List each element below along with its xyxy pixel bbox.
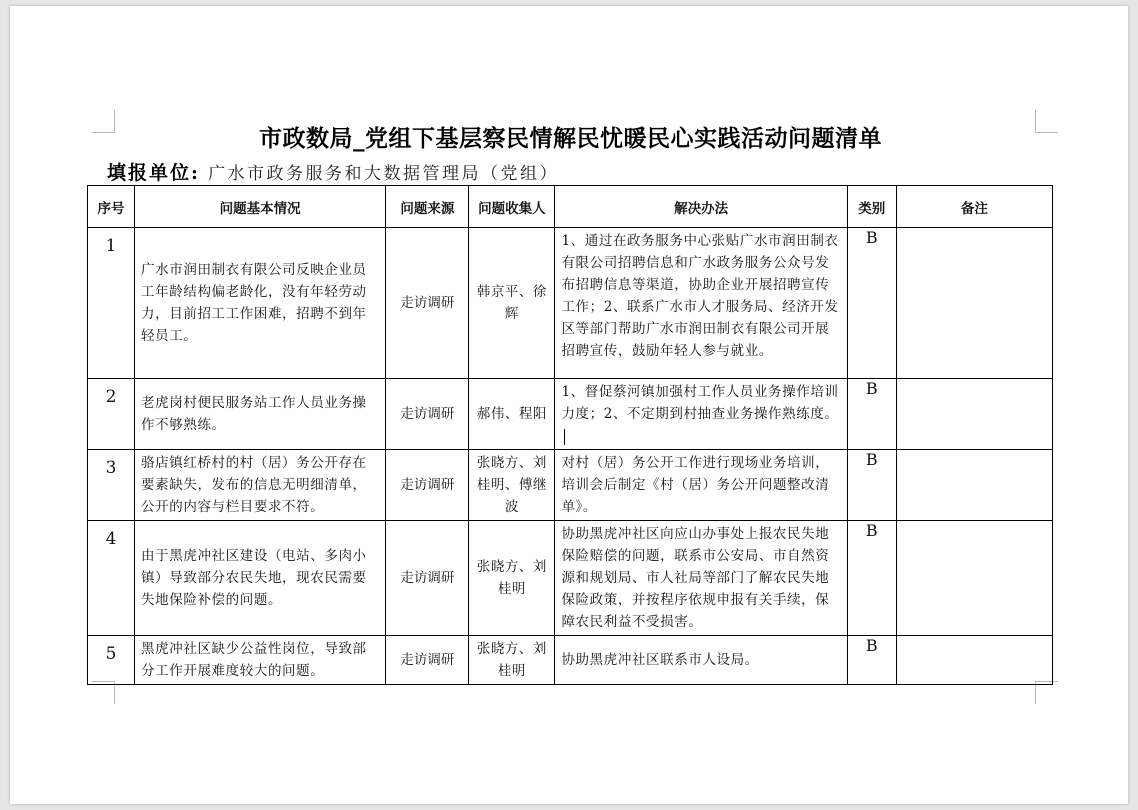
cell-info[interactable]: 广水市润田制衣有限公司反映企业员工年龄结构偏老龄化，没有年轻劳动力，目前招工工作困难，招聘不到年轻员工。 bbox=[135, 228, 386, 379]
cell-no[interactable]: 2 bbox=[88, 379, 135, 450]
cell-collector[interactable]: 韩京平、徐辉 bbox=[469, 228, 555, 379]
header-note[interactable]: 备注 bbox=[896, 186, 1052, 228]
cell-source[interactable]: 走访调研 bbox=[386, 450, 469, 521]
cell-source[interactable]: 走访调研 bbox=[386, 521, 469, 636]
table-row bbox=[88, 521, 1053, 636]
cell-collector[interactable]: 郝伟、程阳 bbox=[469, 379, 555, 450]
cell-note[interactable] bbox=[896, 521, 1052, 636]
header-source[interactable]: 问题来源 bbox=[386, 186, 469, 228]
cell-category[interactable]: B bbox=[847, 450, 896, 521]
cell-category[interactable]: B bbox=[847, 379, 896, 450]
reporting-unit-value: 广水市政务服务和大数据管理局（党组） bbox=[208, 164, 560, 184]
text-cursor bbox=[564, 429, 565, 445]
cell-solution[interactable]: 协助黑虎冲社区联系市人设局。 bbox=[555, 636, 847, 685]
cell-solution[interactable]: 协助黑虎冲社区向应山办事处上报农民失地保险赔偿的问题，联系市公安局、市自然资源和规划局、市人社局等部门了解农民失地保险政策，并按程序依规申报有关手续，保障农民利益不受损害。 bbox=[555, 521, 847, 636]
cell-note[interactable] bbox=[896, 450, 1052, 521]
header-info[interactable]: 问题基本情况 bbox=[135, 186, 386, 228]
table-header-row bbox=[88, 186, 1053, 228]
cell-collector[interactable]: 张晓方、刘桂明、傅继波 bbox=[469, 450, 555, 521]
header-collector[interactable]: 问题收集人 bbox=[469, 186, 555, 228]
reporting-unit[interactable] bbox=[107, 158, 559, 185]
cell-no[interactable]: 1 bbox=[88, 228, 135, 379]
table-row bbox=[88, 636, 1053, 685]
cell-info[interactable]: 由于黑虎冲社区建设（电站、多肉小镇）导致部分农民失地，现农民需要失地保险补偿的问题。 bbox=[135, 521, 386, 636]
cell-category[interactable]: B bbox=[847, 636, 896, 685]
table-row bbox=[88, 228, 1053, 379]
cell-solution-text: 1、督促蔡河镇加强村工作人员业务操作培训力度；2、不定期到村抽查业务操作熟练度。 bbox=[561, 384, 839, 422]
header-solution[interactable]: 解决办法 bbox=[555, 186, 847, 228]
header-no[interactable]: 序号 bbox=[88, 186, 135, 228]
cell-source[interactable]: 走访调研 bbox=[386, 228, 469, 379]
document-title[interactable]: 市政数局_党组下基层察民情解民忧暖民心实践活动问题清单 bbox=[259, 125, 882, 152]
cell-no[interactable]: 3 bbox=[88, 450, 135, 521]
cell-solution[interactable] bbox=[555, 379, 847, 450]
cell-source[interactable]: 走访调研 bbox=[386, 636, 469, 685]
cell-solution[interactable]: 1、通过在政务服务中心张贴广水市润田制衣有限公司招聘信息和广水政务服务公众号发布招聘信息等渠道，协助企业开展招聘宣传工作；2、联系广水市人才服务局、经济开发区等部门帮助广水市润田制衣有限公司开展招聘宣传，鼓励年轻人参与就业。 bbox=[555, 228, 847, 379]
header-category[interactable]: 类别 bbox=[847, 186, 896, 228]
cell-source[interactable]: 走访调研 bbox=[386, 379, 469, 450]
table-row bbox=[88, 379, 1053, 450]
cell-info[interactable]: 老虎岗村便民服务站工作人员业务操作不够熟练。 bbox=[135, 379, 386, 450]
cell-info[interactable]: 黑虎冲社区缺少公益性岗位，导致部分工作开展难度较大的问题。 bbox=[135, 636, 386, 685]
cell-collector[interactable]: 张晓方、刘桂明 bbox=[469, 521, 555, 636]
cell-collector[interactable]: 张晓方、刘桂明 bbox=[469, 636, 555, 685]
cell-category[interactable]: B bbox=[847, 228, 896, 379]
reporting-unit-label: 填报单位: bbox=[107, 162, 201, 184]
issue-table[interactable] bbox=[87, 185, 1053, 685]
cell-no[interactable]: 5 bbox=[88, 636, 135, 685]
table-row bbox=[88, 450, 1053, 521]
cell-no[interactable]: 4 bbox=[88, 521, 135, 636]
cell-info[interactable]: 骆店镇红桥村的村（居）务公开存在要素缺失，发布的信息无明细清单，公开的内容与栏目要求不符。 bbox=[135, 450, 386, 521]
cell-note[interactable] bbox=[896, 228, 1052, 379]
cell-note[interactable] bbox=[896, 379, 1052, 450]
cell-solution[interactable]: 对村（居）务公开工作进行现场业务培训，培训会后制定《村（居）务公开问题整改清单》。 bbox=[555, 450, 847, 521]
cell-category[interactable]: B bbox=[847, 521, 896, 636]
cell-note[interactable] bbox=[896, 636, 1052, 685]
